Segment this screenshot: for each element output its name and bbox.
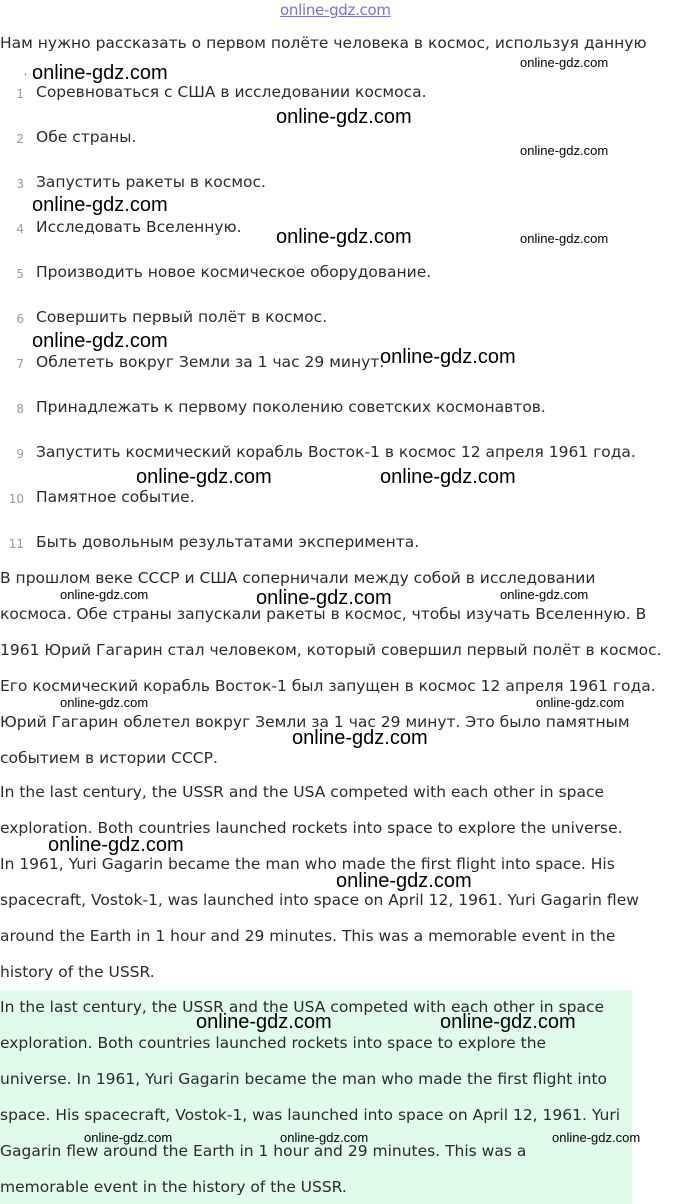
watermark: online-gdz.com — [520, 231, 609, 246]
watermark: online-gdz.com — [520, 55, 609, 70]
list-item — [0, 353, 680, 379]
list-item-number: 5 — [16, 267, 24, 281]
paragraph-line: around the Earth in 1 hour and 29 minutes. This was a memorable event in the — [0, 927, 616, 945]
paragraph-line: В прошлом веке СССР и США соперничали между собой в исследовании — [0, 569, 596, 587]
watermark: online-gdz.com — [32, 330, 168, 352]
list-item-number: 9 — [16, 447, 24, 461]
paragraph-line: 1961 Юрий Гагарин стал человеком, который совершил первый полёт в космос. — [0, 641, 662, 659]
list-item-number: 4 — [16, 222, 24, 236]
list-item-text: Запустить ракеты в космос. — [36, 173, 266, 191]
paragraph-line: universe. In 1961, Yuri Gagarin became the man who made the first flight into — [0, 1070, 608, 1088]
watermark: online-gdz.com — [276, 106, 412, 128]
paragraph-line: exploration. Both countries launched rockets into space to explore the — [0, 1034, 547, 1052]
watermark: online-gdz.com — [380, 346, 516, 368]
paragraph-line: In the last century, the USSR and the USA competed with each other in space — [0, 783, 605, 801]
list-item-number: 3 — [16, 177, 24, 191]
list-item-number: 8 — [16, 402, 24, 416]
list-item-text: Исследовать Вселенную. — [36, 218, 242, 236]
watermark: online-gdz.com — [196, 1011, 332, 1033]
watermark: online-gdz.com — [336, 870, 472, 892]
watermark: online-gdz.com — [60, 695, 149, 710]
watermark: online-gdz.com — [32, 62, 168, 84]
watermark: online-gdz.com — [48, 834, 184, 856]
paragraph-line: In 1961, Yuri Gagarin became the man who made the first flight into space. His — [0, 855, 615, 873]
header-site-link[interactable]: online-gdz.com — [280, 1, 391, 19]
paragraph-line: exploration. Both countries launched rockets into space to explore the universe. — [0, 819, 623, 837]
list-item — [0, 533, 680, 559]
list-item-number: 2 — [16, 132, 24, 146]
watermark: online-gdz.com — [84, 1130, 173, 1145]
list-item-number: 11 — [8, 537, 24, 551]
bullet-dot: · — [24, 70, 28, 81]
watermark: online-gdz.com — [536, 695, 625, 710]
watermark: online-gdz.com — [440, 1011, 576, 1033]
watermark: online-gdz.com — [292, 727, 428, 749]
list-item-text: Облететь вокруг Земли за 1 час 29 минут. — [36, 353, 385, 371]
watermark: online-gdz.com — [280, 1130, 369, 1145]
paragraph-line: memorable event in the history of the USSR. — [0, 1178, 347, 1196]
paragraph-line: космоса. Обе страны запускали ракеты в космос, чтобы изучать Вселенную. В — [0, 605, 647, 623]
paragraph-english-highlighted — [0, 989, 680, 1204]
list-item-number: 7 — [16, 357, 24, 371]
paragraph-line: Его космический корабль Восток-1 был запущен в космос 12 апреля 1961 года. — [0, 677, 656, 695]
list-item-number: 10 — [8, 492, 24, 506]
list-item-text: Принадлежать к первому поколению советских космонавтов. — [36, 398, 546, 416]
list-item-text: Производить новое космическое оборудование. — [36, 263, 432, 281]
paragraph-line: space. His spacecraft, Vostok-1, was launched into space on April 12, 1961. Yuri — [0, 1106, 621, 1124]
list-item-text: Соревноваться с США в исследовании космоса. — [36, 83, 427, 101]
list-item — [0, 398, 680, 424]
list-item — [0, 443, 680, 469]
paragraph-line: Gagarin flew around the Earth in 1 hour and 29 minutes. This was a — [0, 1142, 527, 1160]
list-item-text: Запустить космический корабль Восток-1 в космос 12 апреля 1961 года. — [36, 443, 636, 461]
list-item-text: Памятное событие. — [36, 488, 195, 506]
watermark: online-gdz.com — [552, 1130, 641, 1145]
list-item-number: 6 — [16, 312, 24, 326]
watermark: online-gdz.com — [380, 466, 516, 488]
list-item-text: Совершить первый полёт в космос. — [36, 308, 328, 326]
list-item-text: Обе страны. — [36, 128, 137, 146]
paragraph-line: событием в истории СССР. — [0, 749, 218, 767]
list-item-text: Быть довольным результатами эксперимента. — [36, 533, 420, 551]
list-item — [0, 488, 680, 514]
watermark: online-gdz.com — [276, 226, 412, 248]
watermark: online-gdz.com — [256, 587, 392, 609]
paragraph-line: Юрий Гагарин облетел вокруг Земли за 1 час 29 минут. Это было памятным — [0, 713, 630, 731]
paragraph-line: In the last century, the USSR and the USA competed with each other in space — [0, 998, 605, 1016]
watermark: online-gdz.com — [32, 194, 168, 216]
watermark: online-gdz.com — [520, 143, 609, 158]
intro-text: Нам нужно рассказать о первом полёте человека в космос, используя данную — [0, 34, 647, 52]
paragraph-line: history of the USSR. — [0, 963, 155, 981]
paragraph-line: spacecraft, Vostok-1, was launched into space on April 12, 1961. Yuri Gagarin flew — [0, 891, 639, 909]
watermark: online-gdz.com — [136, 466, 272, 488]
watermark: online-gdz.com — [60, 587, 149, 602]
list-item — [0, 263, 680, 289]
watermark: online-gdz.com — [500, 587, 589, 602]
list-item-number: 1 — [16, 87, 24, 101]
